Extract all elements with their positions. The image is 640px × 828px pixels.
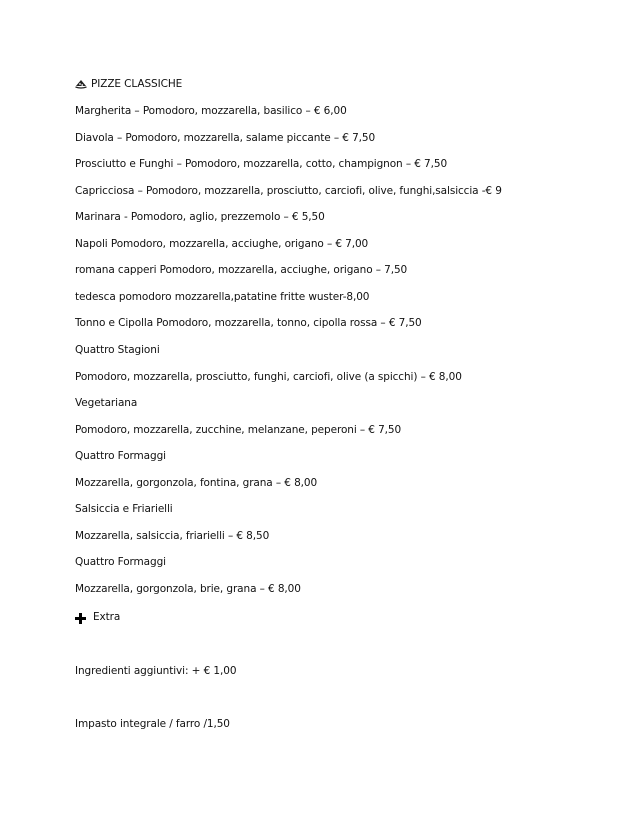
menu-item-quattro-formaggi-desc: Mozzarella, gorgonzola, fontina, grana – € 8,00 xyxy=(75,477,318,489)
section-header-pizze-classiche xyxy=(75,77,182,91)
extra-impasto: Impasto integrale / farro /1,50 xyxy=(75,718,230,730)
menu-item-marinara: Marinara - Pomodoro, aglio, prezzemolo – € 5,50 xyxy=(75,211,325,223)
menu-item-vegetariana: Vegetariana xyxy=(75,397,138,409)
extra-title: Extra xyxy=(93,611,121,623)
menu-item-salsiccia-friarielli: Salsiccia e Friarielli xyxy=(75,503,173,515)
section-header-extra xyxy=(75,610,120,624)
menu-item-prosciutto-funghi: Prosciutto e Funghi – Pomodoro, mozzarella, cotto, champignon – € 7,50 xyxy=(75,158,448,170)
menu-page xyxy=(75,0,615,828)
menu-item-salsiccia-friarielli-desc: Mozzarella, salsiccia, friarielli – € 8,50 xyxy=(75,530,270,542)
menu-item-margherita: Margherita – Pomodoro, mozzarella, basilico – € 6,00 xyxy=(75,105,347,117)
menu-item-quattro-formaggi-2: Quattro Formaggi xyxy=(75,556,166,568)
menu-item-quattro-stagioni: Quattro Stagioni xyxy=(75,344,160,356)
menu-item-tonno-cipolla: Tonno e Cipolla Pomodoro, mozzarella, tonno, cipolla rossa – € 7,50 xyxy=(75,317,422,329)
plus-icon xyxy=(75,613,86,624)
menu-item-quattro-formaggi: Quattro Formaggi xyxy=(75,450,166,462)
menu-item-vegetariana-desc: Pomodoro, mozzarella, zucchine, melanzane, peperoni – € 7,50 xyxy=(75,424,402,436)
section-title: PIZZE CLASSICHE xyxy=(91,78,183,90)
menu-item-diavola: Diavola – Pomodoro, mozzarella, salame piccante – € 7,50 xyxy=(75,132,376,144)
menu-item-romana: romana capperi Pomodoro, mozzarella, acciughe, origano – 7,50 xyxy=(75,264,408,276)
menu-item-quattro-stagioni-desc: Pomodoro, mozzarella, prosciutto, funghi, carciofi, olive (a spicchi) – € 8,00 xyxy=(75,371,462,383)
pizza-icon xyxy=(75,79,87,89)
menu-item-tedesca: tedesca pomodoro mozzarella,patatine fritte wuster-8,00 xyxy=(75,291,370,303)
menu-item-napoli: Napoli Pomodoro, mozzarella, acciughe, origano – € 7,00 xyxy=(75,238,369,250)
menu-item-quattro-formaggi-2-desc: Mozzarella, gorgonzola, brie, grana – € 8,00 xyxy=(75,583,301,595)
extra-ingredienti: Ingredienti aggiuntivi: + € 1,00 xyxy=(75,665,237,677)
menu-item-capricciosa: Capricciosa – Pomodoro, mozzarella, prosciutto, carciofi, olive, funghi,salsiccia -€ 9 xyxy=(75,185,502,197)
